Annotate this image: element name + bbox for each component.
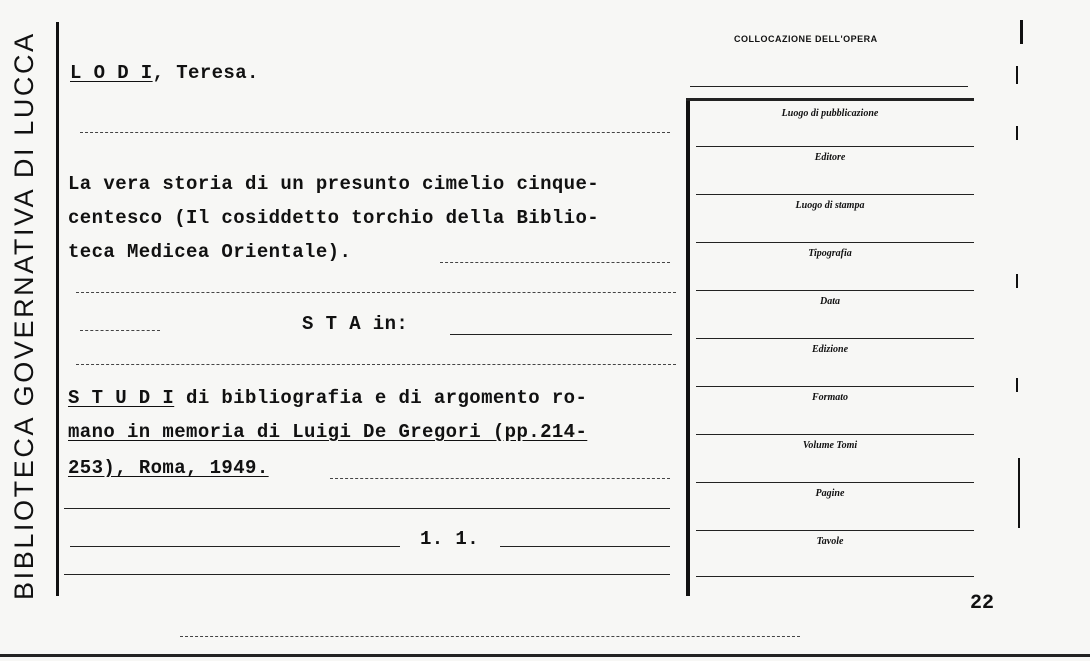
field-editore: Editore [814, 152, 846, 163]
corner-mark [1016, 66, 1018, 84]
field-line [696, 338, 974, 339]
field-data: Data [820, 296, 840, 307]
rule-line [64, 508, 670, 509]
copies-value: 1. 1. [420, 528, 480, 550]
source-head: S T U D I [68, 387, 175, 409]
field-line [696, 290, 974, 291]
field-line [696, 530, 974, 531]
field-line [696, 146, 974, 147]
field-line [696, 576, 974, 577]
field-luogo-pubblicazione: Luogo di pubblicazione [781, 108, 879, 119]
edge-tick [1018, 458, 1020, 528]
corner-mark [1020, 20, 1023, 44]
rule-line [76, 364, 676, 365]
source-place-date: Roma, 1949. [127, 457, 269, 479]
field-edizione: Edizione [811, 344, 849, 355]
title-line-2: centesco (Il cosiddetto torchio della Biblio- [68, 207, 600, 229]
field-luogo-stampa: Luogo di stampa [795, 200, 865, 211]
edge-tick [1016, 378, 1018, 392]
source-line-1 [68, 387, 587, 409]
panel-top-rule [686, 98, 974, 101]
author-rest: , Teresa. [152, 62, 259, 84]
author-line [70, 62, 259, 84]
field-line [696, 482, 974, 483]
field-line [696, 242, 974, 243]
field-panel [686, 98, 974, 596]
rule-line [80, 330, 160, 331]
field-pagine: Pagine [815, 488, 845, 499]
corner-number: 22 [970, 592, 995, 615]
bottom-dash [180, 636, 800, 637]
rule-line [500, 546, 670, 547]
field-line [696, 386, 974, 387]
collocazione-label: COLLOCAZIONE DELL'OPERA [734, 34, 878, 44]
rule-line [64, 574, 670, 575]
rule-line [690, 86, 968, 87]
field-volume-tomi: Volume Tomi [802, 440, 858, 451]
library-label: BIBLIOTECA GOVERNATIVA DI LUCCA [9, 31, 39, 600]
source-line-3 [68, 457, 269, 479]
rule-line [70, 546, 400, 547]
bottom-edge [0, 654, 1090, 657]
rule-line [330, 478, 670, 479]
rule-line [450, 334, 672, 335]
rule-line [440, 262, 670, 263]
field-tavole: Tavole [816, 536, 844, 547]
rule-line [76, 292, 676, 293]
field-line [696, 434, 974, 435]
field-formato: Formato [811, 392, 849, 403]
source-pages-end: 253), [68, 457, 128, 479]
in-label: S T A in: [302, 313, 409, 335]
left-margin-rule [56, 22, 59, 596]
rule-line [80, 132, 670, 133]
field-tipografia: Tipografia [808, 248, 852, 259]
field-line [696, 194, 974, 195]
edge-tick [1016, 274, 1018, 288]
source-rest: di bibliografia e di argomento ro- [174, 387, 588, 409]
title-line-1: La vera storia di un presunto cimelio cinque- [68, 173, 600, 195]
edge-tick [1016, 126, 1018, 140]
source-line-2: mano in memoria di Luigi De Gregori (pp.214- [68, 421, 588, 443]
title-line-3: teca Medicea Orientale). [68, 241, 352, 263]
author-surname: L O D I [70, 62, 153, 84]
